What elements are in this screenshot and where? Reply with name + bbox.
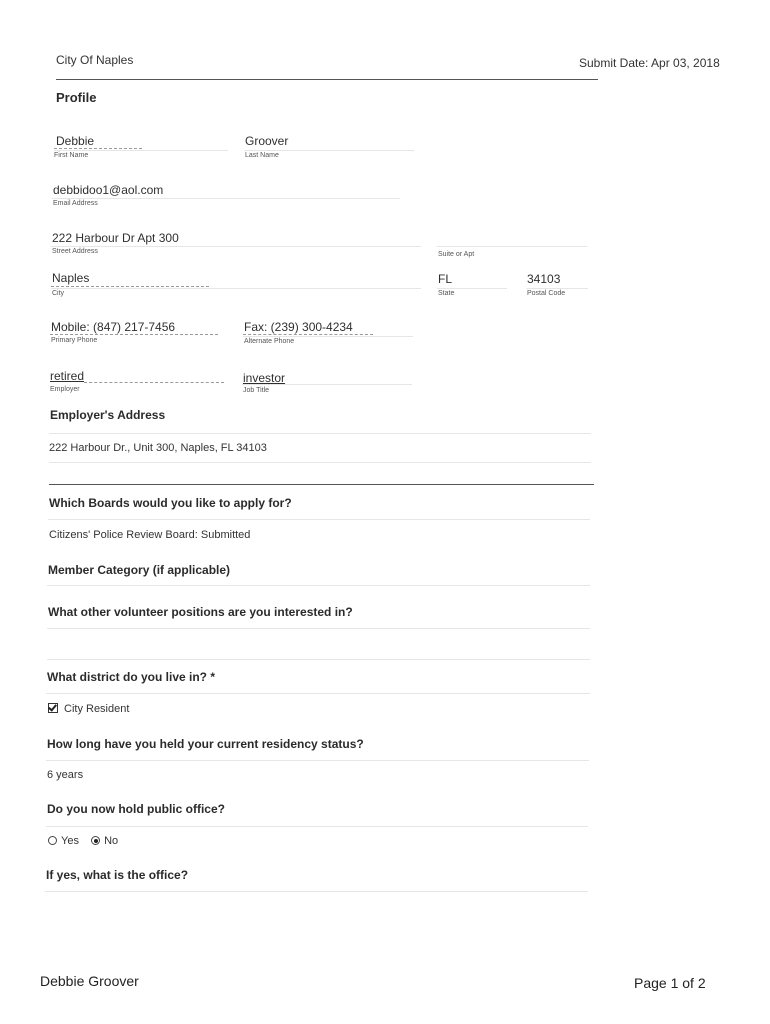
state-value: FL <box>438 272 453 286</box>
street-caption: Street Address <box>52 248 98 255</box>
residency-answer: 6 years <box>47 769 84 781</box>
volunteer-question-line <box>47 628 590 629</box>
volunteer-question: What other volunteer positions are you interested in? <box>48 605 353 619</box>
state-line <box>437 288 507 289</box>
employer-address-line <box>49 462 591 463</box>
member-category-line <box>47 585 590 586</box>
city-name: City Of Naples <box>56 53 134 67</box>
city-underline <box>51 286 209 287</box>
first-name-line <box>54 150 228 151</box>
footer-name: Debbie Groover <box>40 973 139 989</box>
public-office-yes-label: Yes <box>61 835 79 847</box>
employer-value: retired <box>50 369 85 383</box>
public-office-answer <box>48 835 118 847</box>
email-line <box>52 198 400 199</box>
district-question-line <box>46 693 590 694</box>
job-title-line <box>242 384 412 385</box>
district-question: What district do you live in? * <box>47 670 216 684</box>
district-answer <box>48 703 129 715</box>
employer-underline <box>84 382 224 383</box>
submit-date: Submit Date: Apr 03, 2018 <box>579 56 720 70</box>
last-name-caption: Last Name <box>245 152 279 159</box>
residency-question: How long have you held your current residency status? <box>47 737 364 751</box>
postal-caption: Postal Code <box>527 290 566 297</box>
primary-phone-value: Mobile: (847) 217-7456 <box>51 320 176 334</box>
last-name-line <box>244 150 414 151</box>
employer-address-title: Employer's Address <box>50 408 166 422</box>
boards-question-line <box>48 519 590 520</box>
city-caption: City <box>52 290 65 297</box>
public-office-question-line <box>46 826 588 827</box>
page-number: Page 1 of 2 <box>634 975 706 991</box>
primary-phone-underline <box>50 334 218 335</box>
state-caption: State <box>438 290 455 297</box>
employer-address-value: 222 Harbour Dr., Unit 300, Naples, FL 34103 <box>49 442 267 454</box>
boards-answer: Citizens' Police Review Board: Submitted <box>49 529 251 541</box>
volunteer-answer-line <box>47 659 590 660</box>
city-value: Naples <box>52 271 90 285</box>
boards-question: Which Boards would you like to apply for? <box>49 496 292 510</box>
alternate-phone-line <box>243 336 413 337</box>
suite-caption: Suite or Apt <box>438 251 475 258</box>
job-title-value: investor <box>243 371 286 385</box>
city-resident-checkbox[interactable] <box>48 703 58 713</box>
job-title-caption: Job Title <box>243 387 270 394</box>
employer-address-title-line <box>49 433 591 434</box>
primary-phone-caption: Primary Phone <box>51 337 98 344</box>
member-category-question: Member Category (if applicable) <box>48 563 231 577</box>
first-name-caption: First Name <box>54 152 89 159</box>
street-value: 222 Harbour Dr Apt 300 <box>52 231 179 245</box>
alternate-phone-value: Fax: (239) 300-4234 <box>244 320 353 334</box>
email-caption: Email Address <box>53 200 98 207</box>
profile-title: Profile <box>56 90 97 105</box>
public-office-question: Do you now hold public office? <box>47 802 225 816</box>
header-divider <box>56 79 598 80</box>
city-line <box>51 288 421 289</box>
section-divider <box>49 484 594 485</box>
public-office-no-label: No <box>104 835 119 847</box>
first-name-underline <box>54 148 142 149</box>
email-value: debbidoo1@aol.com <box>53 183 164 197</box>
employer-caption: Employer <box>50 386 80 393</box>
public-office-yes-radio[interactable] <box>48 836 57 845</box>
office-question-line <box>45 891 588 892</box>
last-name-value: Groover <box>245 134 289 148</box>
alternate-phone-caption: Alternate Phone <box>244 338 295 345</box>
residency-question-line <box>46 760 589 761</box>
public-office-no-radio[interactable] <box>91 836 100 845</box>
street-line <box>51 246 421 247</box>
district-answer-label: City Resident <box>64 703 130 715</box>
suite-line <box>437 246 587 247</box>
postal-line <box>526 288 588 289</box>
postal-value: 34103 <box>527 272 561 286</box>
first-name-value: Debbie <box>56 134 95 148</box>
alternate-phone-underline <box>243 334 373 335</box>
office-question: If yes, what is the office? <box>46 868 189 882</box>
